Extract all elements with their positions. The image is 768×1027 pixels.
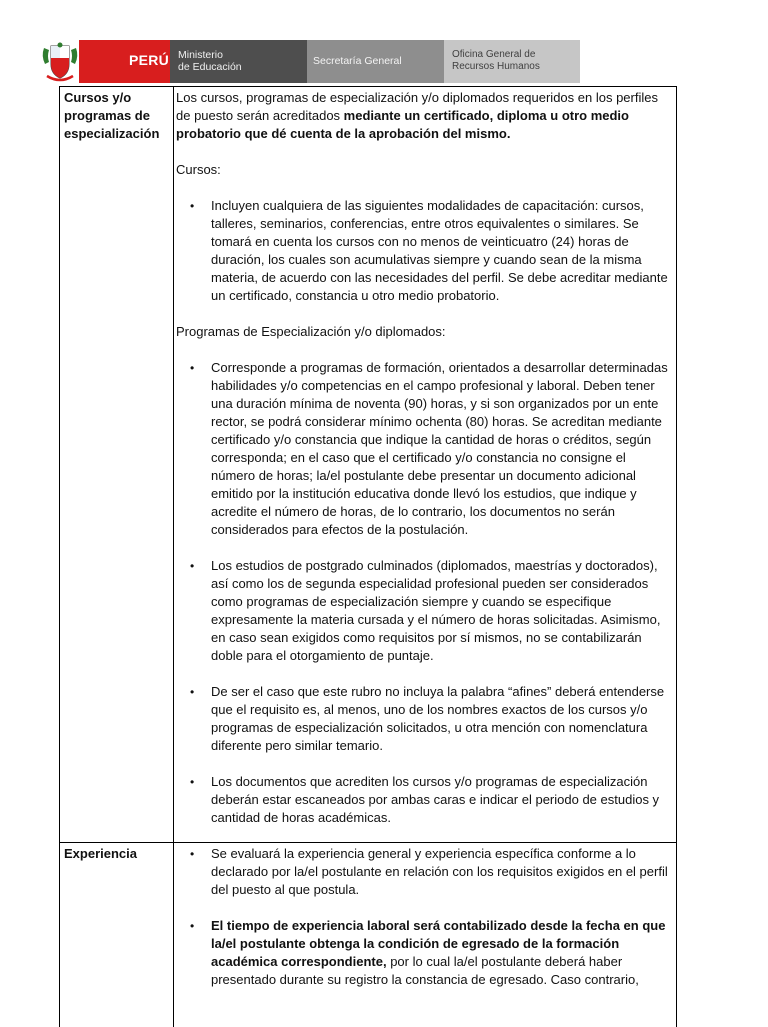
list-item: • Se evaluará la experiencia general y experiencia específica conforme a lo declarado por la/el postulante en relación con los requisitos exigidos en el perfil del puesto al que postula. (174, 845, 672, 899)
experiencia-bullet-list (174, 845, 672, 989)
experiencia-bold-text: El tiempo de experiencia laboral será contabilizado desde la fecha en que la/el postulante obtenga la condición de egresado de la formación académica correspondiente, (211, 918, 666, 969)
experiencia-rest-text: por lo cual la/el postulante deberá haber presentado durante su registro la constancia de egresado. Caso contrario, (211, 954, 639, 987)
cursos-intro (174, 89, 672, 143)
cursos-heading: Cursos: (176, 162, 221, 177)
oficina-line-2: Recursos Humanos (452, 61, 540, 72)
row-label-cursos: Cursos y/o programas de especialización (64, 90, 160, 141)
secretaria-general-block (307, 40, 444, 83)
programas-heading: Programas de Especialización y/o diplomados: (176, 324, 446, 339)
experiencia-content (174, 845, 672, 989)
row-label-experiencia: Experiencia (64, 846, 137, 861)
list-item (174, 917, 672, 989)
coat-of-arms-icon (41, 42, 79, 82)
list-item: • Incluyen cualquiera de las siguientes modalidades de capacitación: cursos, talleres, seminarios, conferencias, entre otros equivalentes o similares. Se tomará en cuenta los cursos con no menos de veinticuatro (24) horas de duración, los cuales son acumulativas siempre y cuando sean de la misma materia, de acuerdo con las necesidades del perfil. Se debe acreditar mediante un certificado, constancia u otro medio probatorio. (174, 197, 672, 305)
list-item: • Los documentos que acrediten los cursos y/o programas de especialización deberán estar escaneados por ambas caras e indicar el periodo de estudios y cantidad de horas académicas. (174, 773, 672, 827)
peru-brand (79, 40, 170, 83)
requirements-table (59, 86, 677, 1027)
ministerio-brand (170, 40, 307, 83)
ministerio-line-2: de Educación (178, 61, 242, 73)
list-item: • De ser el caso que este rubro no incluya la palabra “afines” deberá entenderse que el requisito es, al menos, uno de los nombres exactos de los cursos y/o programas de especialización solicitados, u otra mención con nomenclatura diferente pero similar temario. (174, 683, 672, 755)
cursos-intro-bold: mediante un certificado, diploma u otro medio probatorio que dé cuenta de la aprobación del mismo. (176, 108, 629, 141)
cursos-bullet-list (174, 197, 672, 305)
list-item: • Corresponde a programas de formación, orientados a desarrollar determinadas habilidades y/o competencias en el campo profesional y laboral. Deben tener una duración mínima de noventa (90) horas, y si son organizados por un ente rector, se podrá considerar mínimo ochenta (80) horas. Se acreditan mediante certificado y/o constancia que indique la cantidad de horas o créditos, según corresponda; en el caso que el certificado y/o constancia no consigne el número de horas; la/el postulante debe presentar un documento adicional emitido por la institución educativa donde llevó los estudios, que indique y acredite el número de horas, de lo contrario, los documentos no serán considerados para efectos de la postulación. (174, 359, 672, 539)
ministerio-line-1: Ministerio (178, 49, 223, 61)
row-divider (60, 842, 676, 843)
peru-label: PERÚ (129, 52, 170, 68)
secretaria-general-label: Secretaría General (313, 55, 402, 67)
oficina-line-1: Oficina General de (452, 49, 536, 60)
cursos-intro-text: Los cursos, programas de especialización y/o diplomados requeridos en los perfiles de puesto serán acreditados (176, 90, 658, 123)
cursos-content (174, 89, 672, 827)
list-item: • Los estudios de postgrado culminados (diplomados, maestrías y doctorados), así como los de segunda especialidad profesional pueden ser considerados como programas de especialización siempre y cuando se especifique expresamente la materia cursada y el número de horas solicitadas. Asimismo, en caso sean exigidos como requisitos por sí mismos, no se contabilizarán doble para el otorgamiento de puntaje. (174, 557, 672, 665)
institutional-header (41, 40, 539, 83)
programas-bullet-list (174, 359, 672, 827)
oficina-rrhh-block (444, 40, 580, 83)
